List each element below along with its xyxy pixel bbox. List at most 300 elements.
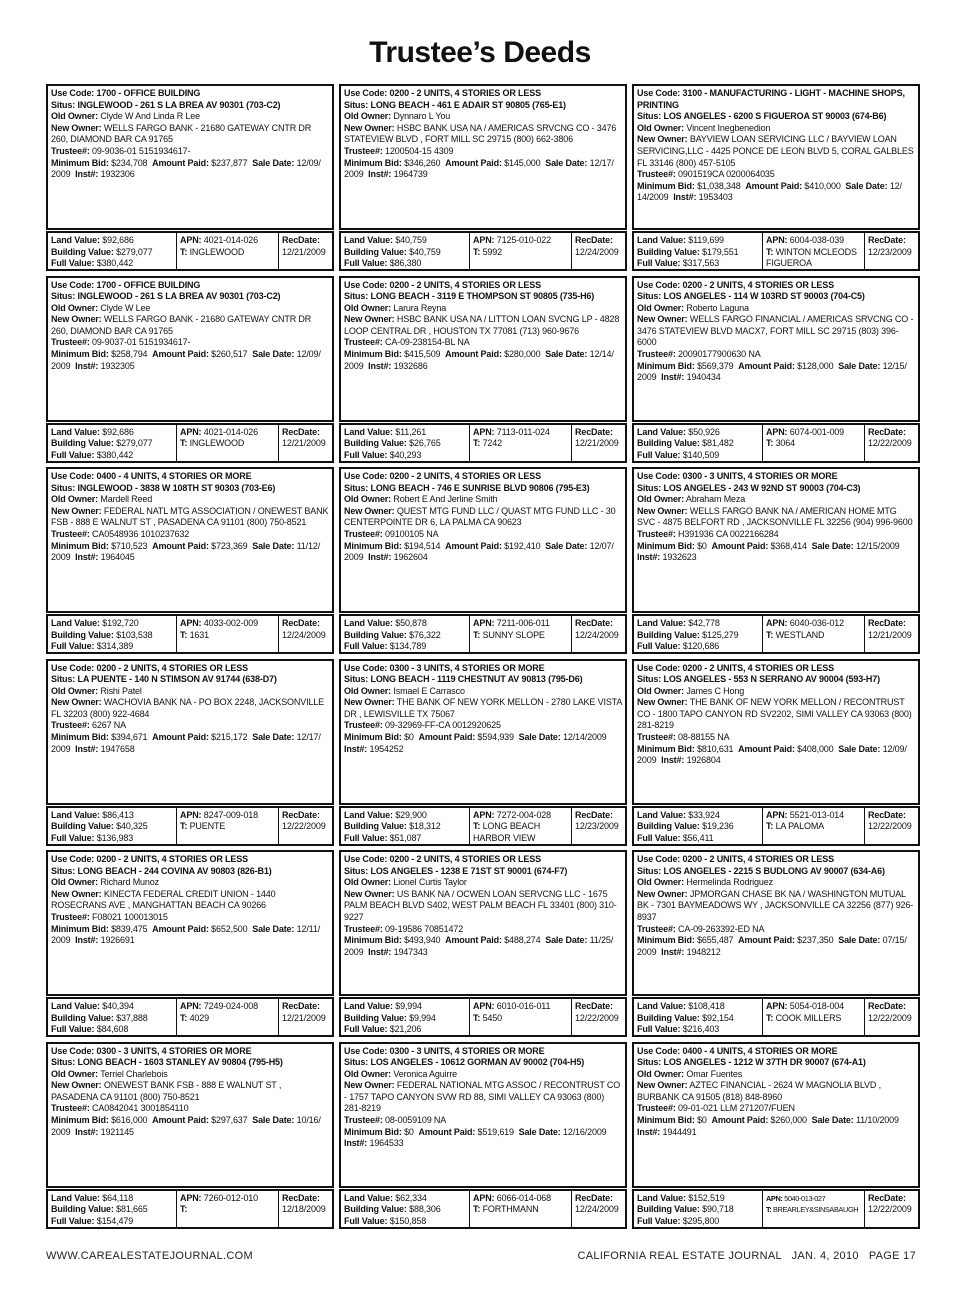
apn-column (469, 616, 571, 652)
sale-date-value: 10/16/ 2009 (51, 1115, 321, 1137)
land-value-label: Land Value: (51, 809, 100, 820)
use-code-line (51, 280, 329, 292)
use-code-label: Use Code: (344, 471, 388, 481)
land-value-line (637, 1193, 759, 1205)
rec-date-label-line (575, 427, 622, 439)
sale-date-label: Sale Date: (838, 743, 881, 754)
rec-date-column (571, 1191, 625, 1227)
land-value-label: Land Value: (51, 1001, 100, 1011)
situs-label: Situs: (637, 482, 662, 493)
tract-line (766, 438, 861, 450)
inst-value: 1953403 (698, 192, 733, 203)
sale-date-value: 12/09/ 2009 (51, 157, 321, 180)
rec-date-label-line (282, 1193, 329, 1205)
building-value-label: Building Value: (51, 438, 114, 449)
use-code-line (637, 280, 915, 292)
rec-date-column (571, 425, 625, 461)
full-value-label: Full Value: (344, 258, 388, 269)
tract-line (766, 821, 861, 833)
record-cell (339, 1042, 627, 1234)
inst-value: 1932306 (100, 169, 135, 180)
trustee-label: Trustee#: (51, 911, 90, 922)
record-cell (339, 659, 627, 851)
tract-value: BREARLEY&SINSABAUGH (773, 1205, 859, 1215)
bid-line (51, 1115, 329, 1138)
old-owner-line (51, 1069, 329, 1081)
inst-label: Inst#: (661, 946, 685, 957)
full-value-label: Full Value: (637, 832, 681, 843)
record-card (339, 467, 627, 613)
inst-label: Inst#: (75, 552, 99, 563)
situs-label: Situs: (637, 1057, 662, 1068)
new-owner-value: HSBC BANK USA NA / LITTON LOAN SVCNG LP - 4828 LOOP CENTRAL DR , HOUSTON TX 77081 (713) 960-9676 (344, 314, 620, 336)
new-owner-line (344, 1080, 622, 1115)
rec-date-label: RecDate: (575, 235, 613, 245)
tract-line (180, 1013, 275, 1025)
tract-label: T: (473, 1012, 481, 1023)
min-bid-label: Minimum Bid: (344, 157, 402, 168)
record-cell (632, 659, 920, 851)
old-owner-value: Robert E And Jerline Smith (393, 494, 498, 505)
full-value-line (51, 1216, 173, 1227)
trustee-label: Trustee#: (51, 528, 90, 539)
land-value-label: Land Value: (51, 618, 100, 628)
land-value: $119,699 (688, 235, 724, 245)
apn-label: APN: (180, 1001, 202, 1011)
amount-paid-value: $260,000 (770, 1115, 807, 1126)
building-value-line (51, 438, 173, 450)
new-owner-value: WELLS FARGO BANK - 21680 GATEWAY CNTR DR 260, DIAMOND BAR CA 91765 (51, 314, 312, 336)
apn-line (180, 427, 275, 439)
sale-date-label: Sale Date: (252, 349, 295, 360)
min-bid-value: $493,940 (404, 935, 441, 946)
amount-paid-value: $519,619 (477, 1126, 514, 1137)
trustee-line (51, 1103, 329, 1115)
apn-label: APN: (766, 426, 788, 437)
apn-line (766, 235, 861, 247)
rec-date-value: 12/22/2009 (282, 821, 326, 832)
bid-line (344, 935, 622, 958)
old-owner-line (637, 303, 915, 315)
min-bid-label: Minimum Bid: (344, 732, 402, 743)
use-code-value: 0200 - 2 UNITS, 4 STORIES OR LESS (389, 279, 541, 290)
min-bid-value: $415,509 (404, 349, 441, 360)
values-column (634, 425, 762, 461)
old-owner-label: Old Owner: (51, 685, 99, 696)
rec-date-label: RecDate: (575, 618, 613, 628)
rec-date-label: RecDate: (868, 426, 906, 437)
min-bid-label: Minimum Bid: (637, 540, 695, 551)
tract-line (473, 438, 568, 450)
trustee-line (51, 720, 329, 732)
trustee-line (637, 349, 915, 361)
apn-line (180, 1193, 275, 1205)
land-value: $152,519 (688, 1192, 725, 1203)
inst-value: 1944491 (662, 1126, 697, 1137)
record-card (339, 276, 627, 422)
use-code-value: 1700 - OFFICE BUILDING (96, 88, 201, 98)
trustee-value: 09-9036-01 5151934617- (92, 145, 191, 156)
new-owner-label: New Owner: (51, 314, 102, 325)
trustee-label: Trustee#: (344, 337, 383, 348)
trustee-line (637, 529, 915, 541)
full-value-label: Full Value: (637, 1024, 681, 1035)
land-value-label: Land Value: (637, 1001, 686, 1011)
amount-paid-value: $260,517 (211, 349, 248, 360)
record-values (46, 806, 334, 846)
rec-date-value: 12/18/2009 (282, 1204, 326, 1215)
inst-label: Inst#: (368, 169, 392, 180)
land-value-label: Land Value: (637, 618, 686, 628)
apn-label: APN: (766, 235, 788, 245)
land-value: $86,413 (102, 809, 134, 820)
full-value-line (637, 833, 759, 844)
old-owner-value: James C Hong (686, 685, 745, 696)
situs-line (637, 111, 915, 123)
use-code-line (344, 88, 622, 100)
full-value-label: Full Value: (51, 1215, 95, 1226)
amount-paid-value: $652,500 (211, 923, 248, 934)
trustee-label: Trustee#: (637, 1103, 676, 1114)
use-code-label: Use Code: (51, 279, 95, 290)
bid-line (344, 349, 622, 372)
new-owner-line (637, 134, 915, 169)
use-code-value: 0300 - 3 UNITS, 4 STORIES OR MORE (682, 471, 838, 481)
use-code-line (51, 854, 329, 866)
record-card (46, 276, 334, 422)
situs-value: LONG BEACH - 3119 E THOMPSON ST 90805 (735-H6) (370, 291, 595, 302)
new-owner-value: ONEWEST BANK FSB - 888 E WALNUT ST , PASADENA CA 91101 (800) 750-8521 (51, 1080, 282, 1102)
building-value-line (344, 630, 466, 642)
old-owner-line (51, 111, 329, 123)
situs-label: Situs: (51, 482, 76, 493)
old-owner-value: Veronica Aguirre (393, 1068, 458, 1079)
land-value: $64,118 (102, 1192, 134, 1203)
apn-column (176, 616, 278, 652)
inst-value: 1964533 (369, 1138, 404, 1149)
old-owner-line (637, 877, 915, 889)
full-value-line (344, 258, 466, 269)
record-card (46, 850, 334, 996)
old-owner-line (637, 686, 915, 698)
apn-value: 6040-036-012 (789, 618, 845, 628)
situs-value: INGLEWOOD - 261 S LA BREA AV 90301 (703-C2) (77, 99, 281, 110)
values-column (341, 999, 469, 1035)
new-owner-value: WELLS FARGO BANK NA / AMERICAN HOME MTG SVC - 4875 BELFORT RD , JACKSONVILLE FL 32256 (904) 996-9600 (637, 505, 913, 528)
building-value: $19,236 (702, 821, 734, 832)
land-value-line (637, 427, 759, 439)
sale-date-label: Sale Date: (252, 732, 295, 743)
new-owner-label: New Owner: (637, 1080, 688, 1091)
apn-column (176, 808, 278, 844)
tract-label: T: (473, 629, 481, 640)
amount-paid-label: Amount Paid: (711, 1115, 769, 1126)
record-card (339, 659, 627, 805)
building-value: $76,322 (409, 629, 441, 640)
record-card (632, 276, 920, 422)
tract-label: T: (180, 246, 188, 257)
rec-date-label-line (282, 1001, 329, 1013)
record-cell (632, 84, 920, 276)
full-value: $84,608 (96, 1024, 129, 1035)
min-bid-label: Minimum Bid: (637, 1115, 695, 1126)
record-values (632, 231, 920, 271)
full-value-label: Full Value: (51, 258, 95, 269)
situs-line (51, 291, 329, 303)
sale-date-value: 12/09/ 2009 (51, 349, 321, 371)
rec-date-label-line (868, 618, 915, 630)
footer-publication: CALIFORNIA REAL ESTATE JOURNAL JAN. 4, 2010 PAGE 17 (577, 1250, 916, 1262)
situs-line (637, 1057, 915, 1069)
full-value-line (344, 833, 466, 844)
building-value-label: Building Value: (637, 821, 700, 832)
use-code-line (344, 663, 622, 675)
rec-date-label: RecDate: (282, 235, 320, 245)
land-value-line (637, 235, 759, 247)
new-owner-label: New Owner: (51, 888, 102, 899)
building-value: $37,888 (116, 1012, 148, 1023)
tract-label: T: (473, 1204, 481, 1215)
land-value-label: Land Value: (344, 235, 393, 245)
bid-line (637, 361, 915, 384)
apn-label: APN: (180, 235, 202, 245)
min-bid-label: Minimum Bid: (637, 180, 695, 191)
trustee-value: F08021 100013015 (92, 911, 168, 922)
full-value: $295,800 (682, 1215, 720, 1226)
full-value: $56,411 (682, 832, 714, 843)
amount-paid-value: $723,369 (211, 540, 248, 551)
land-value-label: Land Value: (344, 1001, 393, 1011)
building-value: $88,306 (409, 1204, 441, 1215)
old-owner-label: Old Owner: (344, 877, 392, 888)
min-bid-label: Minimum Bid: (51, 540, 109, 551)
apn-column (469, 425, 571, 461)
record-values (632, 997, 920, 1037)
amount-paid-value: $488,274 (504, 935, 541, 946)
use-code-line (51, 663, 329, 675)
situs-label: Situs: (344, 1057, 369, 1068)
amount-paid-value: $408,000 (797, 743, 834, 754)
sale-date-label: Sale Date: (811, 540, 854, 551)
building-value-line (637, 1204, 759, 1216)
rec-date-value: 12/21/2009 (282, 246, 326, 257)
record-card (339, 850, 627, 996)
inst-value: 1964739 (393, 169, 428, 180)
use-code-label: Use Code: (344, 1045, 388, 1056)
trustee-line (344, 146, 622, 158)
use-code-value: 0300 - 3 UNITS, 4 STORIES OR MORE (96, 1045, 252, 1056)
values-column (634, 233, 762, 269)
record-cell (339, 467, 627, 659)
amount-paid-value: $368,414 (770, 540, 807, 551)
trustee-label: Trustee#: (344, 923, 383, 934)
rec-date-label: RecDate: (575, 1192, 613, 1203)
rec-date-label: RecDate: (868, 235, 906, 245)
record-values (46, 997, 334, 1037)
tract-line (473, 821, 568, 843)
apn-value: 4021-014-026 (203, 235, 259, 245)
land-value: $50,926 (688, 426, 720, 437)
tract-line (180, 1204, 275, 1216)
apn-label: APN: (473, 618, 495, 628)
new-owner-line (344, 889, 622, 924)
new-owner-line (51, 506, 329, 529)
full-value-label: Full Value: (344, 449, 388, 460)
building-value-label: Building Value: (51, 629, 114, 640)
use-code-value: 0400 - 4 UNITS, 4 STORIES OR MORE (96, 471, 252, 481)
inst-label: Inst#: (75, 1126, 99, 1137)
use-code-label: Use Code: (637, 1045, 681, 1056)
trustee-value: 08-88155 NA (678, 732, 730, 743)
rec-date-label: RecDate: (868, 809, 906, 820)
bid-line (344, 732, 622, 755)
footer-website[interactable]: WWW.CAREALESTATEJOURNAL.COM (46, 1250, 253, 1262)
values-column (341, 233, 469, 269)
apn-label: APN: (766, 1193, 783, 1203)
bid-line (637, 541, 915, 564)
building-value-line (344, 438, 466, 450)
land-value-label: Land Value: (51, 426, 100, 437)
rec-date-column (864, 616, 918, 652)
full-value: $86,380 (389, 258, 422, 269)
use-code-value: 0200 - 2 UNITS, 4 STORIES OR LESS (682, 279, 834, 290)
use-code-label: Use Code: (344, 88, 388, 98)
old-owner-label: Old Owner: (637, 1068, 685, 1079)
amount-paid-value: $297,637 (211, 1115, 248, 1126)
building-value-line (637, 438, 759, 450)
apn-column (176, 233, 278, 269)
apn-column (762, 808, 864, 844)
building-value: $103,538 (116, 629, 153, 640)
min-bid-value: $0 (404, 1126, 414, 1137)
full-value-line (51, 1024, 173, 1035)
bid-line (637, 935, 915, 958)
new-owner-value: FEDERAL NATIONAL MTG ASSOC / RECONTRUST CO - 1757 TAPO CANYON SVW RD 88, SIMI VALLEY CA 93063 (800) 281-8219 (344, 1080, 621, 1114)
old-owner-label: Old Owner: (637, 494, 685, 505)
land-value: $192,720 (102, 618, 139, 628)
amount-paid-value: $237,350 (797, 935, 834, 946)
apn-column (762, 1191, 864, 1227)
amount-paid-label: Amount Paid: (445, 349, 502, 360)
apn-line (766, 1001, 861, 1013)
inst-value: 1921145 (100, 1126, 134, 1137)
building-value-label: Building Value: (637, 246, 700, 257)
inst-label: Inst#: (344, 743, 368, 754)
land-value: $50,878 (395, 618, 427, 628)
tract-label: T: (180, 821, 188, 832)
old-owner-value: Abraham Meza (685, 494, 746, 505)
use-code-label: Use Code: (344, 279, 388, 290)
use-code-line (637, 1046, 915, 1058)
rec-date-column (864, 425, 918, 461)
sale-date-value: 12/ 14/2009 (637, 180, 902, 203)
record-cell (339, 84, 627, 276)
new-owner-line (51, 1080, 329, 1103)
old-owner-label: Old Owner: (637, 685, 685, 696)
apn-line (473, 427, 568, 439)
situs-label: Situs: (637, 111, 662, 122)
sale-date-value: 12/14/2009 (562, 732, 607, 743)
apn-column (469, 1191, 571, 1227)
sale-date-value: 12/15/ 2009 (637, 360, 907, 383)
apn-value: 7211-006-011 (496, 618, 550, 628)
apn-column (176, 425, 278, 461)
apn-line (473, 810, 568, 822)
record-cell (632, 1042, 920, 1234)
new-owner-value: FEDERAL NATL MTG ASSOCIATION / ONEWEST BANK FSB - 888 E WALNUT ST , PASADENA CA 91101 (800) 750-8521 (51, 505, 329, 528)
old-owner-label: Old Owner: (51, 494, 99, 505)
amount-paid-value: $215,172 (211, 732, 248, 743)
min-bid-label: Minimum Bid: (51, 732, 109, 743)
use-code-value: 0200 - 2 UNITS, 4 STORIES OR LESS (389, 854, 541, 864)
land-value-line (344, 618, 466, 630)
tract-label: T: (473, 246, 481, 257)
rec-date-label: RecDate: (868, 618, 906, 628)
old-owner-label: Old Owner: (51, 1068, 99, 1079)
amount-paid-label: Amount Paid: (738, 935, 795, 946)
full-value-label: Full Value: (344, 1215, 388, 1226)
new-owner-label: New Owner: (637, 697, 688, 708)
use-code-label: Use Code: (51, 88, 95, 98)
rec-date-label-line (575, 810, 622, 822)
use-code-value: 0200 - 2 UNITS, 4 STORIES OR LESS (682, 854, 834, 864)
apn-value: 6066-014-068 (496, 1192, 552, 1203)
building-value-label: Building Value: (51, 246, 114, 257)
amount-paid-label: Amount Paid: (418, 1126, 476, 1137)
rec-date-column (278, 425, 332, 461)
min-bid-value: $0 (697, 540, 707, 551)
apn-value: 6010-016-011 (496, 1001, 551, 1011)
tract-value: INGLEWOOD (189, 438, 245, 449)
record-card (632, 467, 920, 613)
rec-date-label-line (575, 1193, 622, 1205)
trustee-value: 09-01-021 LLM 271207/FUEN (678, 1103, 795, 1114)
tract-label: T: (473, 438, 481, 449)
apn-value: 6074-001-009 (789, 426, 845, 437)
inst-value: 1962604 (393, 552, 428, 563)
building-value: $81,665 (116, 1204, 148, 1215)
situs-line (637, 483, 915, 495)
rec-date-label: RecDate: (282, 426, 320, 437)
building-value-line (637, 630, 759, 642)
use-code-label: Use Code: (51, 471, 95, 481)
trustee-label: Trustee#: (344, 1115, 383, 1126)
rec-date-column (278, 999, 332, 1035)
inst-label: Inst#: (637, 1126, 661, 1137)
land-value: $40,394 (102, 1001, 134, 1011)
rec-date-label-line (282, 618, 329, 630)
full-value-line (344, 641, 466, 652)
amount-paid-value: $145,000 (504, 157, 541, 168)
record-card (632, 84, 920, 230)
sale-date-label: Sale Date: (845, 180, 888, 191)
land-value-line (637, 810, 759, 822)
sale-date-label: Sale Date: (545, 935, 588, 946)
full-value-label: Full Value: (637, 449, 681, 460)
land-value: $92,686 (102, 235, 134, 245)
inst-value: 1948212 (686, 946, 721, 957)
situs-label: Situs: (51, 674, 76, 685)
land-value-label: Land Value: (637, 809, 686, 820)
building-value-label: Building Value: (344, 821, 407, 832)
situs-line (51, 483, 329, 495)
min-bid-label: Minimum Bid: (51, 1115, 109, 1126)
old-owner-value: Omar Fuentes (686, 1068, 743, 1079)
situs-label: Situs: (51, 1057, 76, 1068)
sale-date-value: 12/11/ 2009 (51, 923, 321, 946)
building-value-line (344, 821, 466, 833)
record-card (632, 659, 920, 805)
